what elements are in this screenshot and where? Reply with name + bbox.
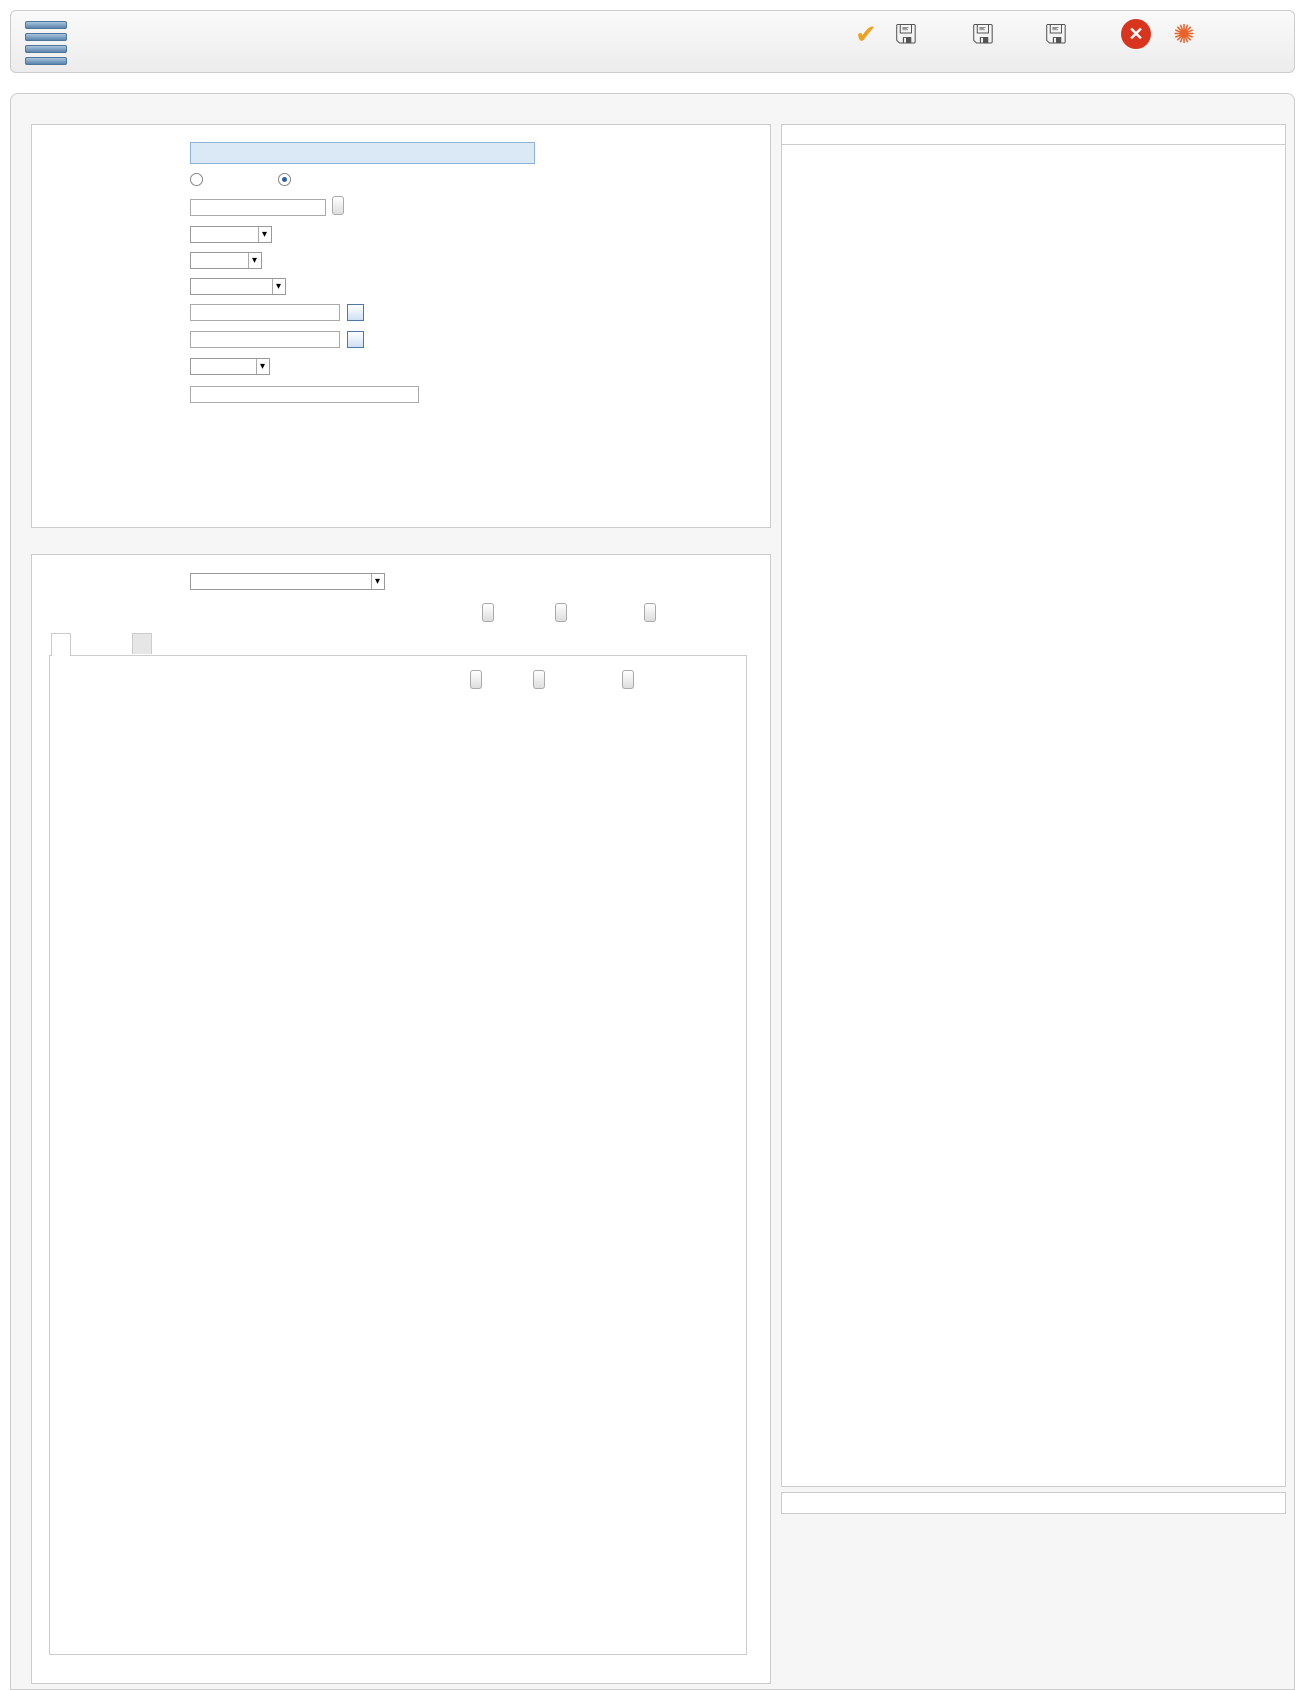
floppy-copy-icon: 🖫	[1044, 19, 1068, 49]
start-publishing-input[interactable]	[190, 304, 340, 321]
save-check-icon: ✔	[855, 19, 877, 49]
finish-publishing-input[interactable]	[190, 331, 340, 348]
floppy-icon: 🖫	[894, 19, 918, 49]
save-new-button[interactable]	[968, 19, 998, 52]
options-rows	[800, 125, 1232, 1485]
show-title-hide-radio[interactable]	[278, 172, 291, 186]
main-panel	[10, 93, 1295, 1690]
options-fieldset	[781, 124, 1286, 1487]
clear-selection-button[interactable]	[555, 603, 567, 622]
menu-assignment-fieldset	[31, 554, 771, 1684]
save-copy-button[interactable]	[1041, 19, 1071, 52]
help-lifebuoy-icon: ✺	[1173, 19, 1195, 49]
language-select[interactable]	[190, 358, 270, 375]
help-button[interactable]	[1169, 19, 1199, 52]
save-button[interactable]	[851, 19, 881, 52]
title-input[interactable]	[190, 142, 535, 164]
tab-social-menu[interactable]	[132, 633, 152, 654]
module-manager-icon	[25, 21, 67, 67]
toggle-selection-button[interactable]	[644, 603, 656, 622]
status-select[interactable]	[190, 226, 272, 243]
note-input[interactable]	[190, 386, 419, 403]
close-icon: ✕	[1121, 19, 1151, 49]
select-all-button[interactable]	[482, 603, 494, 622]
panel-clear-selection-button[interactable]	[533, 670, 545, 689]
calendar-icon[interactable]	[347, 304, 364, 321]
panel-toggle-selection-button[interactable]	[622, 670, 634, 689]
save-close-button[interactable]	[891, 19, 921, 52]
details-fieldset	[31, 124, 771, 528]
position-input[interactable]	[190, 199, 326, 216]
show-title-show-radio[interactable]	[190, 172, 203, 186]
close-button[interactable]	[1121, 19, 1151, 52]
module-assignment-select[interactable]	[190, 573, 385, 590]
tab-main-menu[interactable]	[51, 633, 71, 656]
menu-list-panel	[49, 655, 747, 1655]
access-select[interactable]	[190, 252, 262, 269]
calendar-icon[interactable]	[347, 331, 364, 348]
panel-select-all-button[interactable]	[470, 670, 482, 689]
select-position-button[interactable]	[332, 196, 344, 215]
advanced-options-header[interactable]	[781, 1492, 1286, 1514]
toolbar	[10, 10, 1295, 73]
floppy-new-icon: 🖫	[971, 19, 995, 49]
ordering-select[interactable]	[190, 278, 286, 295]
